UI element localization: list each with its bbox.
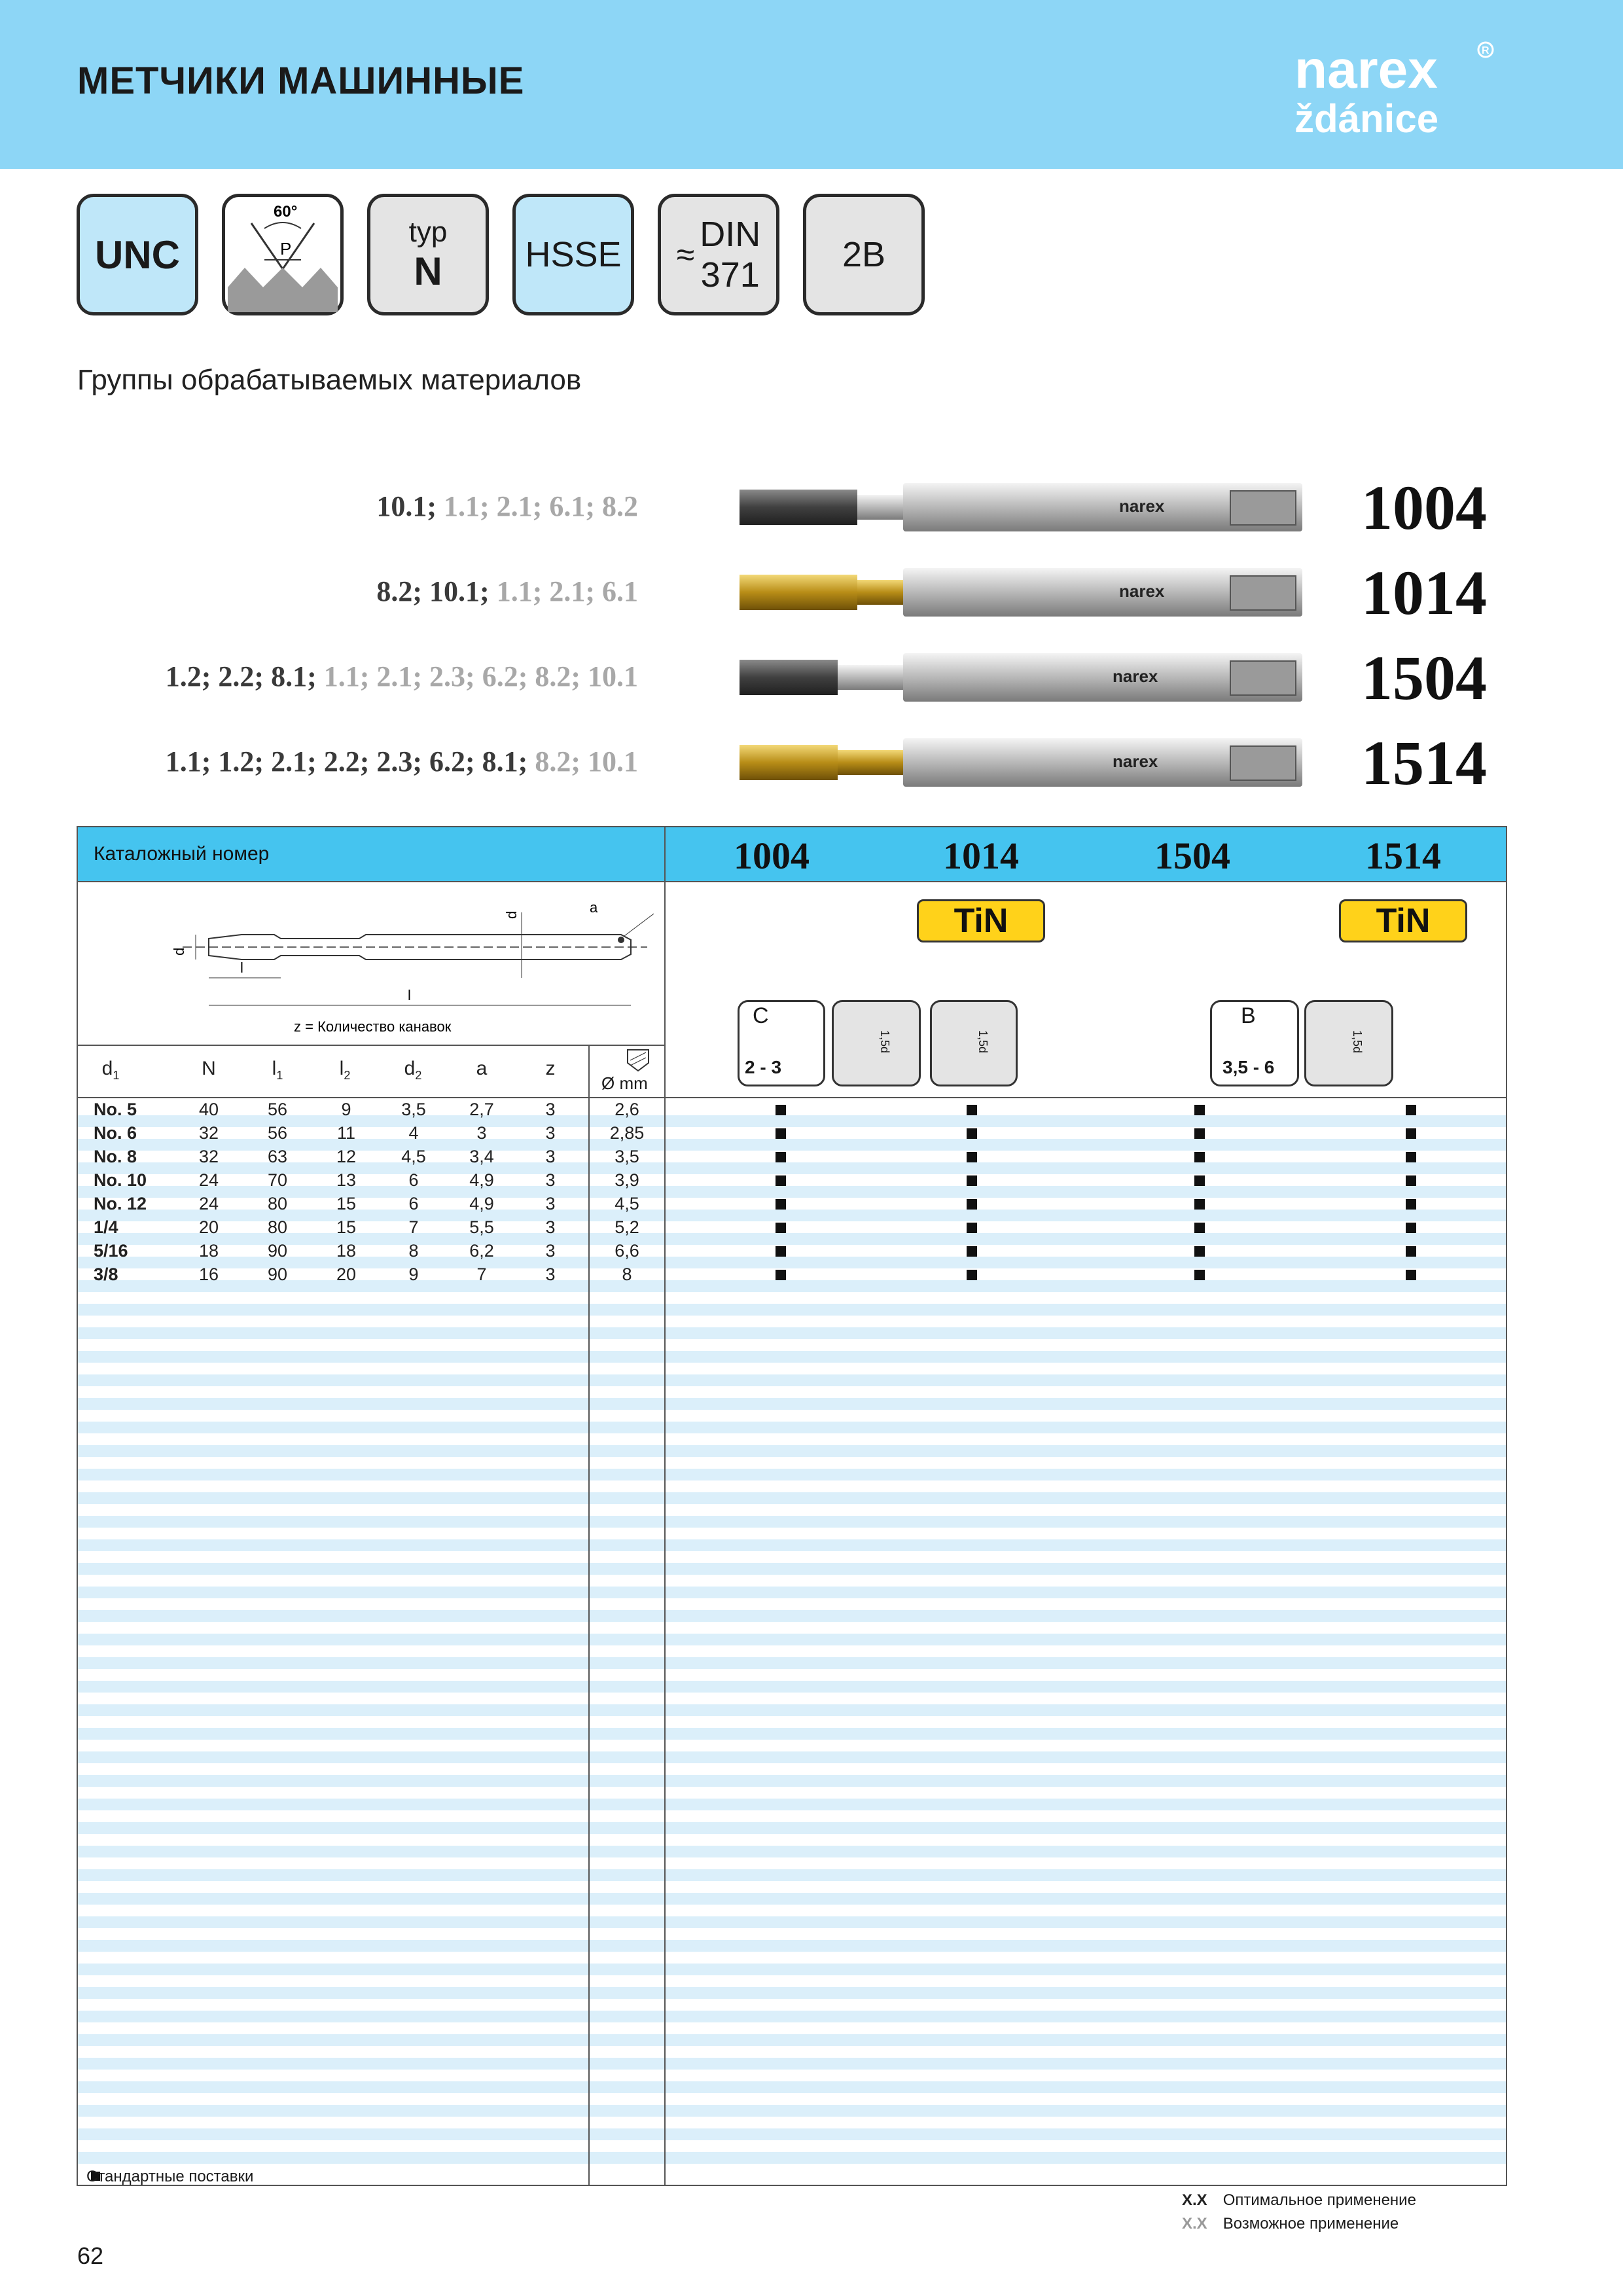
table-cell-l2: 12 — [336, 1147, 357, 1166]
row-stripe — [78, 1610, 1507, 1622]
availability-marker-1504 — [1194, 1223, 1205, 1233]
availability-marker-1514 — [1406, 1223, 1416, 1233]
row-divider — [78, 1097, 1507, 1098]
catalog-number-label: Каталожный номер — [94, 843, 270, 865]
table-cell-l2: 18 — [336, 1241, 357, 1261]
table-cell-N: 24 — [198, 1170, 219, 1190]
materials-heading: Группы обрабатываемых материалов — [77, 364, 582, 396]
col-header-d2: $d_2$ — [404, 1058, 422, 1082]
col-header-a: a — [476, 1058, 488, 1079]
table-cell-z: 3 — [545, 1123, 556, 1143]
availability-marker-1014 — [967, 1128, 977, 1139]
column-code-1514: 1514 — [1365, 834, 1441, 877]
row-stripe — [78, 1799, 1507, 1810]
svg-text:narex: narex — [1119, 581, 1165, 601]
row-stripe — [78, 1940, 1507, 1952]
table-cell-d2: 4 — [408, 1123, 419, 1143]
row-stripe — [78, 1751, 1507, 1763]
table-cell-z: 3 — [545, 1147, 556, 1166]
tap-image-1004 — [733, 478, 1302, 537]
table-cell-N: 16 — [198, 1265, 219, 1284]
tap-type-icon — [367, 194, 489, 315]
table-cell-z: 3 — [545, 1217, 556, 1237]
row-stripe — [78, 1374, 1507, 1386]
row-stripe — [78, 1964, 1507, 1975]
typ-value: N — [414, 249, 442, 293]
logo-text-bottom: ždánice — [1294, 97, 1439, 141]
table-cell-l2: 15 — [336, 1194, 357, 1213]
tolerance-icon — [803, 194, 925, 315]
din-icon — [658, 194, 779, 315]
material-groups-1004: 10.1; 1.1; 2.1; 6.1; 8.2 — [376, 490, 638, 522]
table-cell-drill: 5,2 — [615, 1217, 639, 1237]
table-cell-d1: No. 5 — [94, 1100, 137, 1119]
diagram-l1-label: l — [408, 987, 411, 1003]
din-number: 371 — [700, 255, 760, 295]
row-stripe — [78, 1516, 1507, 1528]
table-cell-d1: No. 10 — [94, 1170, 147, 1190]
table-cell-l1: 80 — [267, 1217, 288, 1237]
availability-marker-1514 — [1406, 1246, 1416, 1257]
table-cell-d2: 4,5 — [401, 1147, 426, 1166]
availability-marker-1004 — [776, 1128, 786, 1139]
row-stripe — [78, 1492, 1507, 1504]
table-cell-l1: 56 — [267, 1100, 288, 1119]
table-cell-d2: 6 — [408, 1194, 419, 1213]
din-label: DIN — [700, 215, 761, 254]
table-cell-l2: 11 — [336, 1123, 356, 1143]
table-cell-z: 3 — [545, 1100, 556, 1119]
row-stripe — [78, 1916, 1507, 1928]
table-cell-N: 24 — [198, 1194, 219, 1213]
availability-marker-1014 — [967, 1270, 977, 1280]
approx-icon: ≈ — [676, 236, 695, 273]
table-cell-N: 20 — [198, 1217, 219, 1237]
table-cell-a: 6,2 — [469, 1241, 494, 1261]
legend-standard: Стандартные поставки — [86, 2168, 254, 2185]
table-cell-a: 2,7 — [469, 1100, 494, 1119]
availability-marker-1004 — [776, 1246, 786, 1257]
table-cell-l2: 20 — [336, 1265, 357, 1284]
table-cell-l1: 80 — [267, 1194, 288, 1213]
table-cell-d1: No. 12 — [94, 1194, 147, 1213]
table-cell-l1: 90 — [267, 1265, 288, 1284]
through-hole-icon: 1,5d — [832, 1000, 921, 1086]
legend-optimal: X.X Оптимальное применение — [1182, 2191, 1416, 2209]
row-stripe — [78, 1822, 1507, 1834]
table-cell-N: 18 — [198, 1241, 219, 1261]
availability-marker-1004 — [776, 1270, 786, 1280]
tin-coating-badge: TiN — [1339, 899, 1467, 942]
unc-thread-icon — [77, 194, 198, 315]
svg-text:narex: narex — [1119, 496, 1165, 516]
row-stripe — [78, 1469, 1507, 1480]
table-cell-N: 32 — [198, 1147, 219, 1166]
pitch-label: P — [280, 239, 292, 259]
row-stripe — [78, 1304, 1507, 1316]
svg-text:narex: narex — [1113, 666, 1158, 686]
column-code-1004: 1004 — [734, 834, 810, 877]
row-stripe — [78, 1445, 1507, 1457]
product-code-1504: 1504 — [1361, 643, 1487, 713]
typ-label: typ — [408, 215, 448, 248]
tolerance-label: 2B — [842, 235, 886, 274]
table-cell-d2: 7 — [408, 1217, 419, 1237]
availability-marker-1514 — [1406, 1128, 1416, 1139]
diagram-d1-label: d — [171, 947, 187, 956]
table-cell-z: 3 — [545, 1194, 556, 1213]
tap-image-1514 — [733, 733, 1302, 792]
row-stripe — [78, 2034, 1507, 2046]
availability-marker-1014 — [967, 1175, 977, 1186]
availability-marker-1504 — [1194, 1105, 1205, 1115]
row-stripe — [78, 1846, 1507, 1857]
tap-image-1014 — [733, 563, 1302, 622]
row-stripe — [78, 1869, 1507, 1881]
availability-marker-1014 — [967, 1152, 977, 1162]
material-groups-1014: 8.2; 10.1; 1.1; 2.1; 6.1 — [376, 575, 638, 607]
table-cell-N: 40 — [198, 1100, 219, 1119]
row-stripe — [78, 1704, 1507, 1716]
availability-marker-1004 — [776, 1152, 786, 1162]
table-cell-d2: 8 — [408, 1241, 419, 1261]
row-stripe — [78, 2105, 1507, 2117]
row-divider — [78, 1045, 664, 1046]
angle-label: 60° — [274, 203, 298, 221]
table-cell-l2: 9 — [341, 1100, 351, 1119]
availability-marker-1004 — [776, 1223, 786, 1233]
thread-profile-icon — [222, 194, 344, 315]
blind-hole-icon: 1,5d — [930, 1000, 1018, 1086]
row-stripe — [78, 1351, 1507, 1363]
availability-marker-1014 — [967, 1105, 977, 1115]
table-cell-d2: 9 — [408, 1265, 419, 1284]
table-cell-drill: 2,85 — [609, 1123, 645, 1143]
svg-text:narex: narex — [1113, 751, 1158, 771]
row-stripe — [78, 1422, 1507, 1433]
row-stripe — [78, 2081, 1507, 2093]
tap-dimension-diagram — [143, 886, 654, 1037]
through-hole-icon: 1,5d — [1304, 1000, 1393, 1086]
availability-marker-1514 — [1406, 1270, 1416, 1280]
page-title: МЕТЧИКИ МАШИННЫЕ — [77, 60, 525, 102]
row-stripe — [78, 1327, 1507, 1339]
unc-label: UNC — [95, 232, 180, 277]
specification-table — [77, 826, 1507, 2186]
table-cell-l1: 90 — [267, 1241, 288, 1261]
chamfer-c-icon: C 2 - 3 — [738, 1000, 825, 1086]
diagram-d2-label: d — [503, 910, 520, 919]
row-stripe — [78, 2011, 1507, 2022]
col-header-z: z — [545, 1058, 556, 1079]
column-divider — [664, 827, 666, 2186]
availability-marker-1504 — [1194, 1128, 1205, 1139]
availability-marker-1014 — [967, 1199, 977, 1210]
availability-marker-1004 — [776, 1199, 786, 1210]
column-code-1014: 1014 — [943, 834, 1019, 877]
row-stripe — [78, 1893, 1507, 1905]
availability-marker-1014 — [967, 1223, 977, 1233]
table-cell-d2: 6 — [408, 1170, 419, 1190]
diagram-l2-label: l — [240, 960, 243, 976]
table-cell-l1: 63 — [267, 1147, 288, 1166]
col-header-d1: $d_1$ — [101, 1058, 120, 1082]
row-stripe — [78, 2128, 1507, 2140]
table-cell-l1: 70 — [267, 1170, 288, 1190]
page-number: 62 — [77, 2242, 104, 2269]
tap-image-1504 — [733, 648, 1302, 707]
availability-marker-1504 — [1194, 1246, 1205, 1257]
availability-marker-1514 — [1406, 1199, 1416, 1210]
material-groups-1504: 1.2; 2.2; 8.1; 1.1; 2.1; 2.3; 6.2; 8.2; 10.1 — [165, 660, 638, 692]
row-stripe — [78, 1587, 1507, 1598]
table-cell-z: 3 — [545, 1241, 556, 1261]
table-cell-drill: 3,9 — [615, 1170, 639, 1190]
availability-marker-1514 — [1406, 1105, 1416, 1115]
availability-marker-1504 — [1194, 1199, 1205, 1210]
row-stripe — [78, 1657, 1507, 1669]
availability-marker-1004 — [776, 1175, 786, 1186]
availability-marker-1504 — [1194, 1152, 1205, 1162]
table-cell-d1: 5/16 — [94, 1241, 128, 1261]
table-cell-d1: No. 6 — [94, 1123, 137, 1143]
table-cell-l1: 56 — [267, 1123, 288, 1143]
availability-marker-1014 — [967, 1246, 977, 1257]
product-code-1514: 1514 — [1361, 728, 1487, 798]
column-code-1504: 1504 — [1154, 834, 1230, 877]
product-code-1004: 1004 — [1361, 473, 1487, 543]
diagram-a-label: a — [590, 899, 598, 916]
material-groups-1514: 1.1; 1.2; 2.1; 2.2; 2.3; 6.2; 8.1; 8.2; 10.1 — [165, 745, 638, 778]
svg-text:R: R — [1482, 45, 1489, 56]
row-stripe — [78, 1539, 1507, 1551]
legend-possible: X.X Возможное применение — [1182, 2215, 1399, 2233]
row-stripe — [78, 1987, 1507, 1999]
table-cell-d1: No. 8 — [94, 1147, 137, 1166]
table-cell-a: 4,9 — [469, 1170, 494, 1190]
row-stripe — [78, 2152, 1507, 2164]
table-cell-z: 3 — [545, 1170, 556, 1190]
material-label: HSSE — [525, 235, 622, 274]
row-stripe — [78, 1728, 1507, 1740]
table-cell-drill: 4,5 — [615, 1194, 639, 1213]
table-cell-a: 7 — [476, 1265, 487, 1284]
table-cell-drill: 8 — [622, 1265, 632, 1284]
table-cell-d2: 3,5 — [401, 1100, 426, 1119]
availability-marker-1514 — [1406, 1175, 1416, 1186]
table-cell-a: 5,5 — [469, 1217, 494, 1237]
table-cell-l2: 13 — [336, 1170, 357, 1190]
material-icon — [512, 194, 634, 315]
flutes-note: z = Количество канавок — [294, 1018, 452, 1035]
col-header-l1: $l_1$ — [272, 1058, 283, 1082]
narex-logo — [1289, 41, 1499, 145]
table-cell-d1: 1/4 — [94, 1217, 118, 1237]
table-cell-z: 3 — [545, 1265, 556, 1284]
availability-marker-1504 — [1194, 1175, 1205, 1186]
table-cell-a: 3,4 — [469, 1147, 494, 1166]
table-cell-drill: 3,5 — [615, 1147, 639, 1166]
table-cell-drill: 6,6 — [615, 1241, 639, 1261]
row-stripe — [78, 2058, 1507, 2070]
availability-marker-1504 — [1194, 1270, 1205, 1280]
tin-coating-badge: TiN — [917, 899, 1045, 942]
availability-marker-1514 — [1406, 1152, 1416, 1162]
table-cell-a: 3 — [476, 1123, 487, 1143]
row-stripe — [78, 1634, 1507, 1645]
row-stripe — [78, 1775, 1507, 1787]
row-stripe — [78, 1563, 1507, 1575]
row-stripe — [78, 1681, 1507, 1693]
row-stripe — [78, 1398, 1507, 1410]
logo-text-top: narex — [1294, 41, 1438, 99]
chamfer-b-icon: B 3,5 - 6 — [1210, 1000, 1299, 1086]
col-header-n: N — [202, 1058, 216, 1079]
drill-icon — [625, 1047, 651, 1073]
table-cell-d1: 3/8 — [94, 1265, 118, 1284]
column-divider — [588, 1045, 590, 2186]
table-cell-N: 32 — [198, 1123, 219, 1143]
col-header-l2: $l_2$ — [339, 1058, 351, 1082]
table-cell-a: 4,9 — [469, 1194, 494, 1213]
product-code-1014: 1014 — [1361, 558, 1487, 628]
drill-diameter-label: Ø mm — [601, 1073, 648, 1093]
table-cell-drill: 2,6 — [615, 1100, 639, 1119]
table-cell-l2: 15 — [336, 1217, 357, 1237]
availability-marker-1004 — [776, 1105, 786, 1115]
